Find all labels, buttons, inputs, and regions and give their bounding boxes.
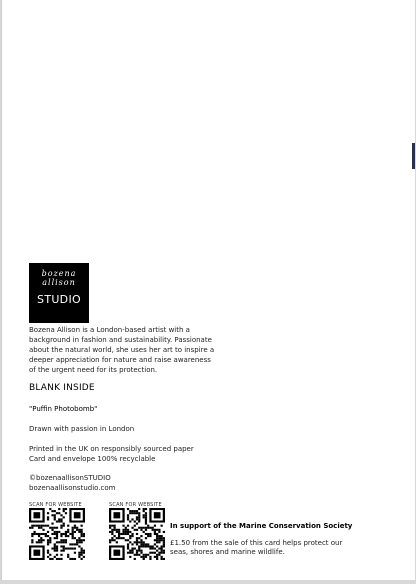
support-heading: In support of the Marine Conservation Society	[170, 522, 353, 530]
studio-logo	[29, 263, 89, 323]
bio-line: of the urgent need for its protection.	[29, 366, 158, 374]
contact-website: bozenaallisonstudio.com	[29, 484, 116, 492]
support-text	[170, 539, 342, 557]
card-title: "Puffin Photobomb"	[29, 405, 98, 413]
logo-wordmark: STUDIO	[37, 293, 81, 306]
blank-inside-heading: BLANK INSIDE	[29, 383, 95, 393]
bio-line: Bozena Allison is a London-based artist with a	[29, 326, 190, 334]
logo-script-line-1: bozena	[41, 269, 77, 278]
print-line: Card and envelope 100% recyclable	[29, 455, 156, 463]
card-back	[1, 0, 415, 580]
qr-code-1[interactable]	[29, 508, 85, 560]
qr-label-1: SCAN FOR WEBSITE	[29, 502, 82, 508]
bio-line: background in fashion and sustainability. Passionate	[29, 336, 212, 344]
contact-info	[29, 473, 115, 493]
contact-handle: ©bozenaallisonSTUDIO	[29, 474, 111, 482]
logo-script-line-2: allison	[42, 278, 76, 287]
drawn-note: Drawn with passion in London	[29, 425, 135, 433]
print-line: Printed in the UK on responsibly sourced paper	[29, 445, 194, 453]
qr-label-2: SCAN FOR WEBSITE	[109, 502, 162, 508]
bio-line: about the natural world, she uses her art to inspire a	[29, 346, 215, 354]
support-line: £1.50 from the sale of this card helps protect our	[170, 539, 343, 547]
bio-line: deeper appreciation for nature and raise awareness	[29, 356, 211, 364]
artist-bio	[29, 325, 214, 375]
print-info	[29, 444, 194, 464]
qr-code-2[interactable]	[109, 508, 165, 560]
support-line: seas, shores and marine wildlife.	[170, 548, 285, 556]
edge-mark	[412, 143, 415, 169]
